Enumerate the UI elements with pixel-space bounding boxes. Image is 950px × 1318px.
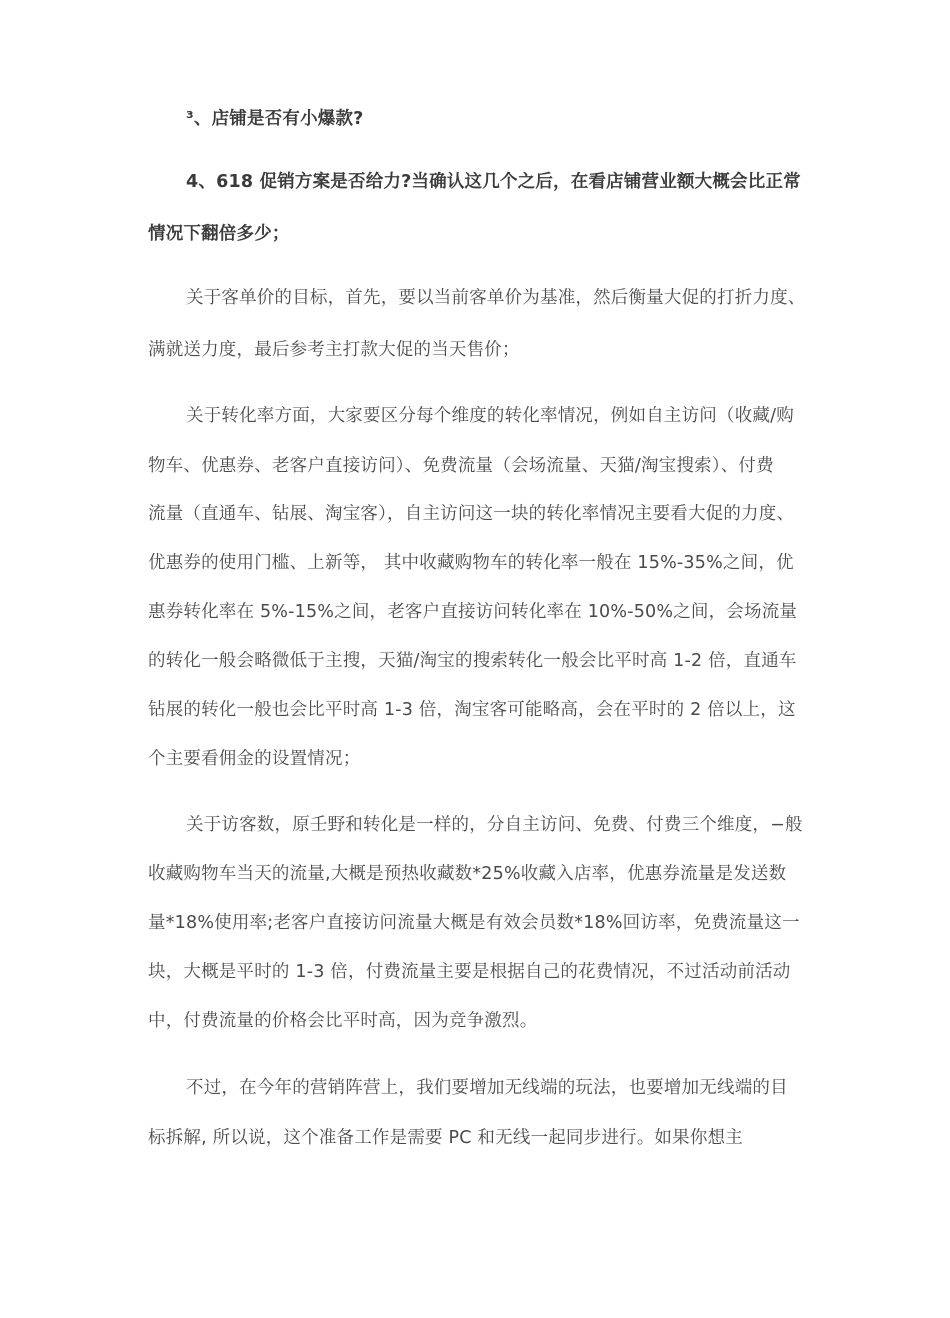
text-line-15: 收藏购物车当天的流量,大概是预热收藏数*25%收藏入店率，优惠券流量是发送数	[148, 864, 787, 884]
text-line-10: 惠券转化率在 5%-15%之间，老客户直接访问转化率在 10%-50%之间，会场流量	[148, 602, 798, 622]
text-line-11: 的转化一般会略微低于主搜，天猫/淘宝的搜索转化一般会比平时高 1-2 倍，直通车	[148, 651, 797, 671]
text-line-4: 关于客单价的目标，首先，要以当前客单价为基准，然后衡量大促的打折力度、	[186, 288, 806, 308]
text-line-13: 个主要看佣金的设置情况；	[148, 749, 361, 769]
text-line-7: 物车、优惠券、老客户直接访问）、免费流量（会场流量、天猫/淘宝搜索）、付费	[148, 456, 774, 476]
text-line-14: 关于访客数，原壬野和转化是一样的，分自主访问、免费、付费三个维度，−般	[186, 815, 803, 835]
text-line-16: 量*18%使用率;老客户直接访问流量大概是有效会员数*18%回访率，免费流量这一	[148, 913, 800, 933]
text-line-17: 块，大概是平时的 1-3 倍，付费流量主要是根据自己的花费情况，不过活动前活动	[148, 962, 791, 982]
text-line-9: 优惠券的使用门槛、上新等， 其中收藏购物车的转化率一般在 15%-35%之间，优	[148, 553, 794, 573]
text-line-3: 情况下翻倍多少；	[148, 224, 290, 244]
text-line-19: 不过，在今年的营销阵营上，我们要增加无线端的玩法，也要增加无线端的目	[186, 1078, 788, 1098]
text-line-12: 钻展的转化一般也会比平时高 1-3 倍，淘宝客可能略高，会在平时的 2 倍以上，这	[148, 700, 796, 720]
text-line-2: 4、618 促销方案是否给力?当确认这几个之后，在看店铺营业额大概会比正常	[186, 172, 801, 192]
text-line-1: ³、店铺是否有小爆款?	[186, 109, 364, 129]
text-line-6: 关于转化率方面，大家要区分每个维度的转化率情况，例如自主访问（收藏/购	[186, 406, 794, 426]
text-line-18: 中，付费流量的价格会比平时高，因为竞争激烈。	[148, 1011, 538, 1031]
text-line-5: 满就送力度，最后参考主打款大促的当天售价；	[148, 340, 520, 360]
text-line-8: 流量（直通车、钻展、淘宝客），自主访问这一块的转化率情况主要看大促的力度、	[148, 504, 795, 524]
text-line-20: 标拆解, 所以说，这个准备工作是需要 PC 和无线一起同步进行。如果你想主	[148, 1128, 743, 1148]
